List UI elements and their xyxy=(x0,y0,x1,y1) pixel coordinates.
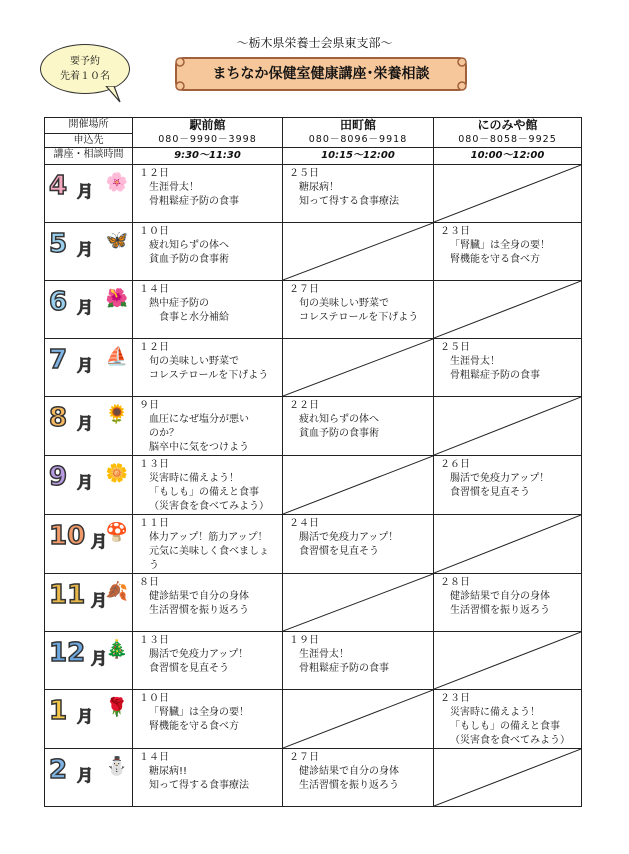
event-title-line: 生涯骨太！ xyxy=(450,356,500,367)
event-title-line: 体力アップ！筋力アップ！ xyxy=(149,532,268,543)
schedule-cell xyxy=(434,397,582,456)
event-title-line: 脳卒中に気をつけよう xyxy=(149,442,249,453)
no-event-slash xyxy=(283,690,433,748)
month-decoration-icon: 🌹 xyxy=(105,697,128,718)
event-title-line: 健診結果で自分の身体 xyxy=(450,591,550,602)
month-suffix: 月 xyxy=(77,356,94,375)
event-date: １３日 xyxy=(139,635,169,646)
event-title-line: 食習慣を見直そう xyxy=(149,663,229,674)
event-title-line: 生涯骨太！ xyxy=(299,649,349,660)
event-date: ９日 xyxy=(139,400,159,411)
month-label xyxy=(45,165,133,223)
event-title-line: （災害食を食べてみよう） xyxy=(149,501,269,512)
schedule-cell xyxy=(283,690,434,749)
event-title-line: 生涯骨太！ xyxy=(149,182,199,193)
schedule-cell xyxy=(283,574,434,632)
month-number: 8 xyxy=(49,403,68,433)
page-title: まちなか保健室健康講座･栄養相談 xyxy=(212,66,430,82)
event-date: １１日 xyxy=(139,518,169,529)
event-title-line: 「もしも」の備えと食事 xyxy=(149,487,259,498)
schedule-table xyxy=(44,117,582,807)
event-title-line: 糖尿病！ xyxy=(299,182,339,193)
month-row xyxy=(45,690,582,749)
schedule-cell xyxy=(133,339,283,397)
label-time: 講座・相談時間 xyxy=(45,148,133,165)
venue-header-1 xyxy=(283,118,434,148)
schedule-cell xyxy=(133,165,283,223)
schedule-cell xyxy=(283,456,434,515)
event-date: ２３日 xyxy=(440,693,470,704)
schedule-cell xyxy=(434,515,582,574)
event-date: １０日 xyxy=(139,226,169,237)
schedule-cell xyxy=(434,223,582,281)
event-title-line: 生活習慣を振り返ろう xyxy=(149,605,249,616)
month-number: 4 xyxy=(49,171,68,201)
month-label xyxy=(45,456,133,515)
schedule-cell xyxy=(434,749,582,807)
event-title-line: 災害時に備えよう！ xyxy=(149,473,239,484)
event-title-line: 「もしも」の備えと食事 xyxy=(450,721,560,732)
event-title-line: 疲れ知らずの体へ xyxy=(299,414,379,425)
venue-time: 10:15～12:00 xyxy=(283,148,434,165)
event-title-line: のか？ xyxy=(149,428,179,439)
event-title-line: 旬の美味しい野菜で xyxy=(149,356,239,367)
month-suffix: 月 xyxy=(91,591,108,610)
schedule-cell xyxy=(434,632,582,690)
event-title-line: 腎機能を守る食べ方 xyxy=(149,721,239,732)
event-title-line: 骨粗鬆症予防の食事 xyxy=(149,196,239,207)
month-label xyxy=(45,339,133,397)
event-title-line: 糖尿病!! xyxy=(149,766,188,777)
event-title-line: 疲れ知らずの体へ xyxy=(149,240,229,251)
event-title-line: 血圧になぜ塩分が悪い xyxy=(149,414,249,425)
month-label xyxy=(45,690,133,749)
event-title-line: コレステロールを下げよう xyxy=(149,370,269,381)
month-decoration-icon: ⛄ xyxy=(105,756,128,777)
month-suffix: 月 xyxy=(91,532,108,551)
month-number: 9 xyxy=(49,462,68,492)
event-date: ２５日 xyxy=(289,168,319,179)
event-date: ２３日 xyxy=(440,226,470,237)
schedule-cell xyxy=(133,397,283,456)
month-suffix: 月 xyxy=(91,649,108,668)
month-decoration-icon: 🌺 xyxy=(105,288,128,309)
month-suffix: 月 xyxy=(77,182,94,201)
month-decoration-icon: 🍄 xyxy=(105,522,128,543)
event-title-line: 生活習慣を振り返ろう xyxy=(450,605,550,616)
event-title-line: 骨粗鬆症予防の食事 xyxy=(299,663,389,674)
month-decoration-icon: ⛵ xyxy=(105,346,128,367)
schedule-cell xyxy=(434,281,582,339)
label-apply: 申込先 xyxy=(45,134,133,148)
event-title-line: 知って得する食事療法 xyxy=(149,780,249,791)
schedule-cell xyxy=(434,456,582,515)
month-label xyxy=(45,397,133,456)
event-title-line: 貧血予防の食事術 xyxy=(149,254,229,265)
schedule-cell xyxy=(133,574,283,632)
event-title-line: 食習慣を見直そう xyxy=(450,487,530,498)
month-row xyxy=(45,632,582,690)
note-line-1: 要予約 xyxy=(70,56,100,67)
month-decoration-icon: 🌻 xyxy=(105,404,128,425)
schedule-cell xyxy=(434,574,582,632)
event-title-line: 食事と水分補給 xyxy=(149,312,229,323)
schedule-cell xyxy=(133,690,283,749)
event-title-line: 生活習慣を振り返ろう xyxy=(299,780,399,791)
month-label xyxy=(45,223,133,281)
month-suffix: 月 xyxy=(77,298,94,317)
schedule-cell xyxy=(133,632,283,690)
month-suffix: 月 xyxy=(77,240,94,259)
event-title-line: 骨粗鬆症予防の食事 xyxy=(450,370,540,381)
event-title-line: コレステロールを下げよう xyxy=(299,312,419,323)
event-title-line: 知って得する食事療法 xyxy=(299,196,399,207)
schedule-cell xyxy=(434,165,582,223)
month-label xyxy=(45,632,133,690)
schedule-cell xyxy=(133,281,283,339)
month-number: 2 xyxy=(49,755,68,785)
month-label xyxy=(45,515,133,574)
no-event-slash xyxy=(283,574,433,631)
month-row xyxy=(45,339,582,397)
month-label xyxy=(45,281,133,339)
no-event-slash xyxy=(283,456,433,514)
month-decoration-icon: 🎄 xyxy=(105,639,128,660)
schedule-cell xyxy=(283,632,434,690)
event-date: ２２日 xyxy=(289,400,319,411)
schedule-cell xyxy=(434,690,582,749)
venue-time: 9:30～11:30 xyxy=(133,148,283,165)
month-suffix: 月 xyxy=(77,707,94,726)
month-row xyxy=(45,574,582,632)
month-row xyxy=(45,165,582,223)
schedule-cell xyxy=(283,223,434,281)
month-number: 5 xyxy=(49,229,68,259)
month-number: 7 xyxy=(49,345,68,375)
no-event-slash xyxy=(434,749,581,806)
event-title-line: 健診結果で自分の身体 xyxy=(149,591,249,602)
no-event-slash xyxy=(283,339,433,396)
month-label xyxy=(45,749,133,807)
venue-tel: 080－8096－9918 xyxy=(308,134,408,145)
schedule-cell xyxy=(133,749,283,807)
event-title-line: 「腎臓」は全身の要！ xyxy=(450,240,550,251)
no-event-slash xyxy=(434,165,581,222)
schedule-cell xyxy=(283,749,434,807)
event-date: ２４日 xyxy=(289,518,319,529)
event-date: ２６日 xyxy=(440,459,470,470)
event-title-line: 腸活で免疫力アップ！ xyxy=(450,473,550,484)
event-title-line: 熱中症予防の xyxy=(149,298,209,309)
note-line-2: 先着１０名 xyxy=(60,71,110,82)
event-date: ２５日 xyxy=(440,342,470,353)
speech-tail-icon xyxy=(104,86,122,104)
event-title-line: 腸活で免疫力アップ！ xyxy=(299,532,399,543)
month-row xyxy=(45,749,582,807)
month-row xyxy=(45,223,582,281)
event-date: ８日 xyxy=(139,577,159,588)
event-title-line: 貧血予防の食事術 xyxy=(299,428,379,439)
month-suffix: 月 xyxy=(77,766,94,785)
month-label xyxy=(45,574,133,632)
month-suffix: 月 xyxy=(77,414,94,433)
month-suffix: 月 xyxy=(77,473,94,492)
event-title-line: （災害食を食べてみよう） xyxy=(450,735,570,746)
event-title-line: 旬の美味しい野菜で xyxy=(299,298,389,309)
event-title-line: 健診結果で自分の身体 xyxy=(299,766,399,777)
schedule-cell xyxy=(283,515,434,574)
schedule-cell xyxy=(283,397,434,456)
event-date: １９日 xyxy=(289,635,319,646)
venue-name: 田町館 xyxy=(339,118,376,132)
schedule-cell xyxy=(133,456,283,515)
month-decoration-icon: 🍂 xyxy=(105,581,128,602)
month-row xyxy=(45,397,582,456)
schedule-cell xyxy=(434,339,582,397)
venue-tel: 080－8058－9925 xyxy=(458,134,557,145)
schedule-cell xyxy=(133,223,283,281)
event-title-line: 腎機能を守る食べ方 xyxy=(450,254,540,265)
no-event-slash xyxy=(283,223,433,280)
schedule-cell xyxy=(283,281,434,339)
month-number: 12 xyxy=(49,638,86,668)
month-decoration-icon: 🌸 xyxy=(105,172,128,193)
event-date: １４日 xyxy=(139,752,169,763)
month-number: 10 xyxy=(49,521,86,551)
venue-tel: 080－9990－3998 xyxy=(158,134,257,145)
event-date: １２日 xyxy=(139,342,169,353)
no-event-slash xyxy=(434,632,581,689)
event-date: ２８日 xyxy=(440,577,470,588)
month-number: 6 xyxy=(49,287,68,317)
month-row xyxy=(45,515,582,574)
no-event-slash xyxy=(434,281,581,338)
organization-name: ～栃木県栄養士会県東支部～ xyxy=(236,36,393,50)
venue-header-2 xyxy=(434,118,582,148)
venue-header-0 xyxy=(133,118,283,148)
event-date: １０日 xyxy=(139,693,169,704)
no-event-slash xyxy=(434,397,581,455)
schedule-cell xyxy=(133,515,283,574)
label-venue: 開催場所 xyxy=(45,118,133,134)
month-number: 11 xyxy=(49,580,86,610)
month-decoration-icon: 🌼 xyxy=(105,463,128,484)
venue-name: 駅前館 xyxy=(189,118,226,132)
month-number: 1 xyxy=(49,696,68,726)
event-title-line: う xyxy=(149,560,159,571)
venue-name: にのみや館 xyxy=(477,118,538,132)
event-date: ２７日 xyxy=(289,752,319,763)
venue-time: 10:00～12:00 xyxy=(434,148,582,165)
event-title-line: 「腎臓」は全身の要！ xyxy=(149,707,249,718)
event-title-line: 腸活で免疫力アップ！ xyxy=(149,649,249,660)
event-date: １２日 xyxy=(139,168,169,179)
event-date: ２７日 xyxy=(289,284,319,295)
schedule-cell xyxy=(283,339,434,397)
event-title-line: 元気に美味しく食べましょ xyxy=(149,546,269,557)
month-row xyxy=(45,281,582,339)
event-title-line: 災害時に備えよう！ xyxy=(450,707,540,718)
event-title-line: 食習慣を見直そう xyxy=(299,546,379,557)
event-date: １４日 xyxy=(139,284,169,295)
schedule-cell xyxy=(283,165,434,223)
month-row xyxy=(45,456,582,515)
no-event-slash xyxy=(434,515,581,573)
month-decoration-icon: 🦋 xyxy=(105,230,128,251)
event-date: １３日 xyxy=(139,459,169,470)
